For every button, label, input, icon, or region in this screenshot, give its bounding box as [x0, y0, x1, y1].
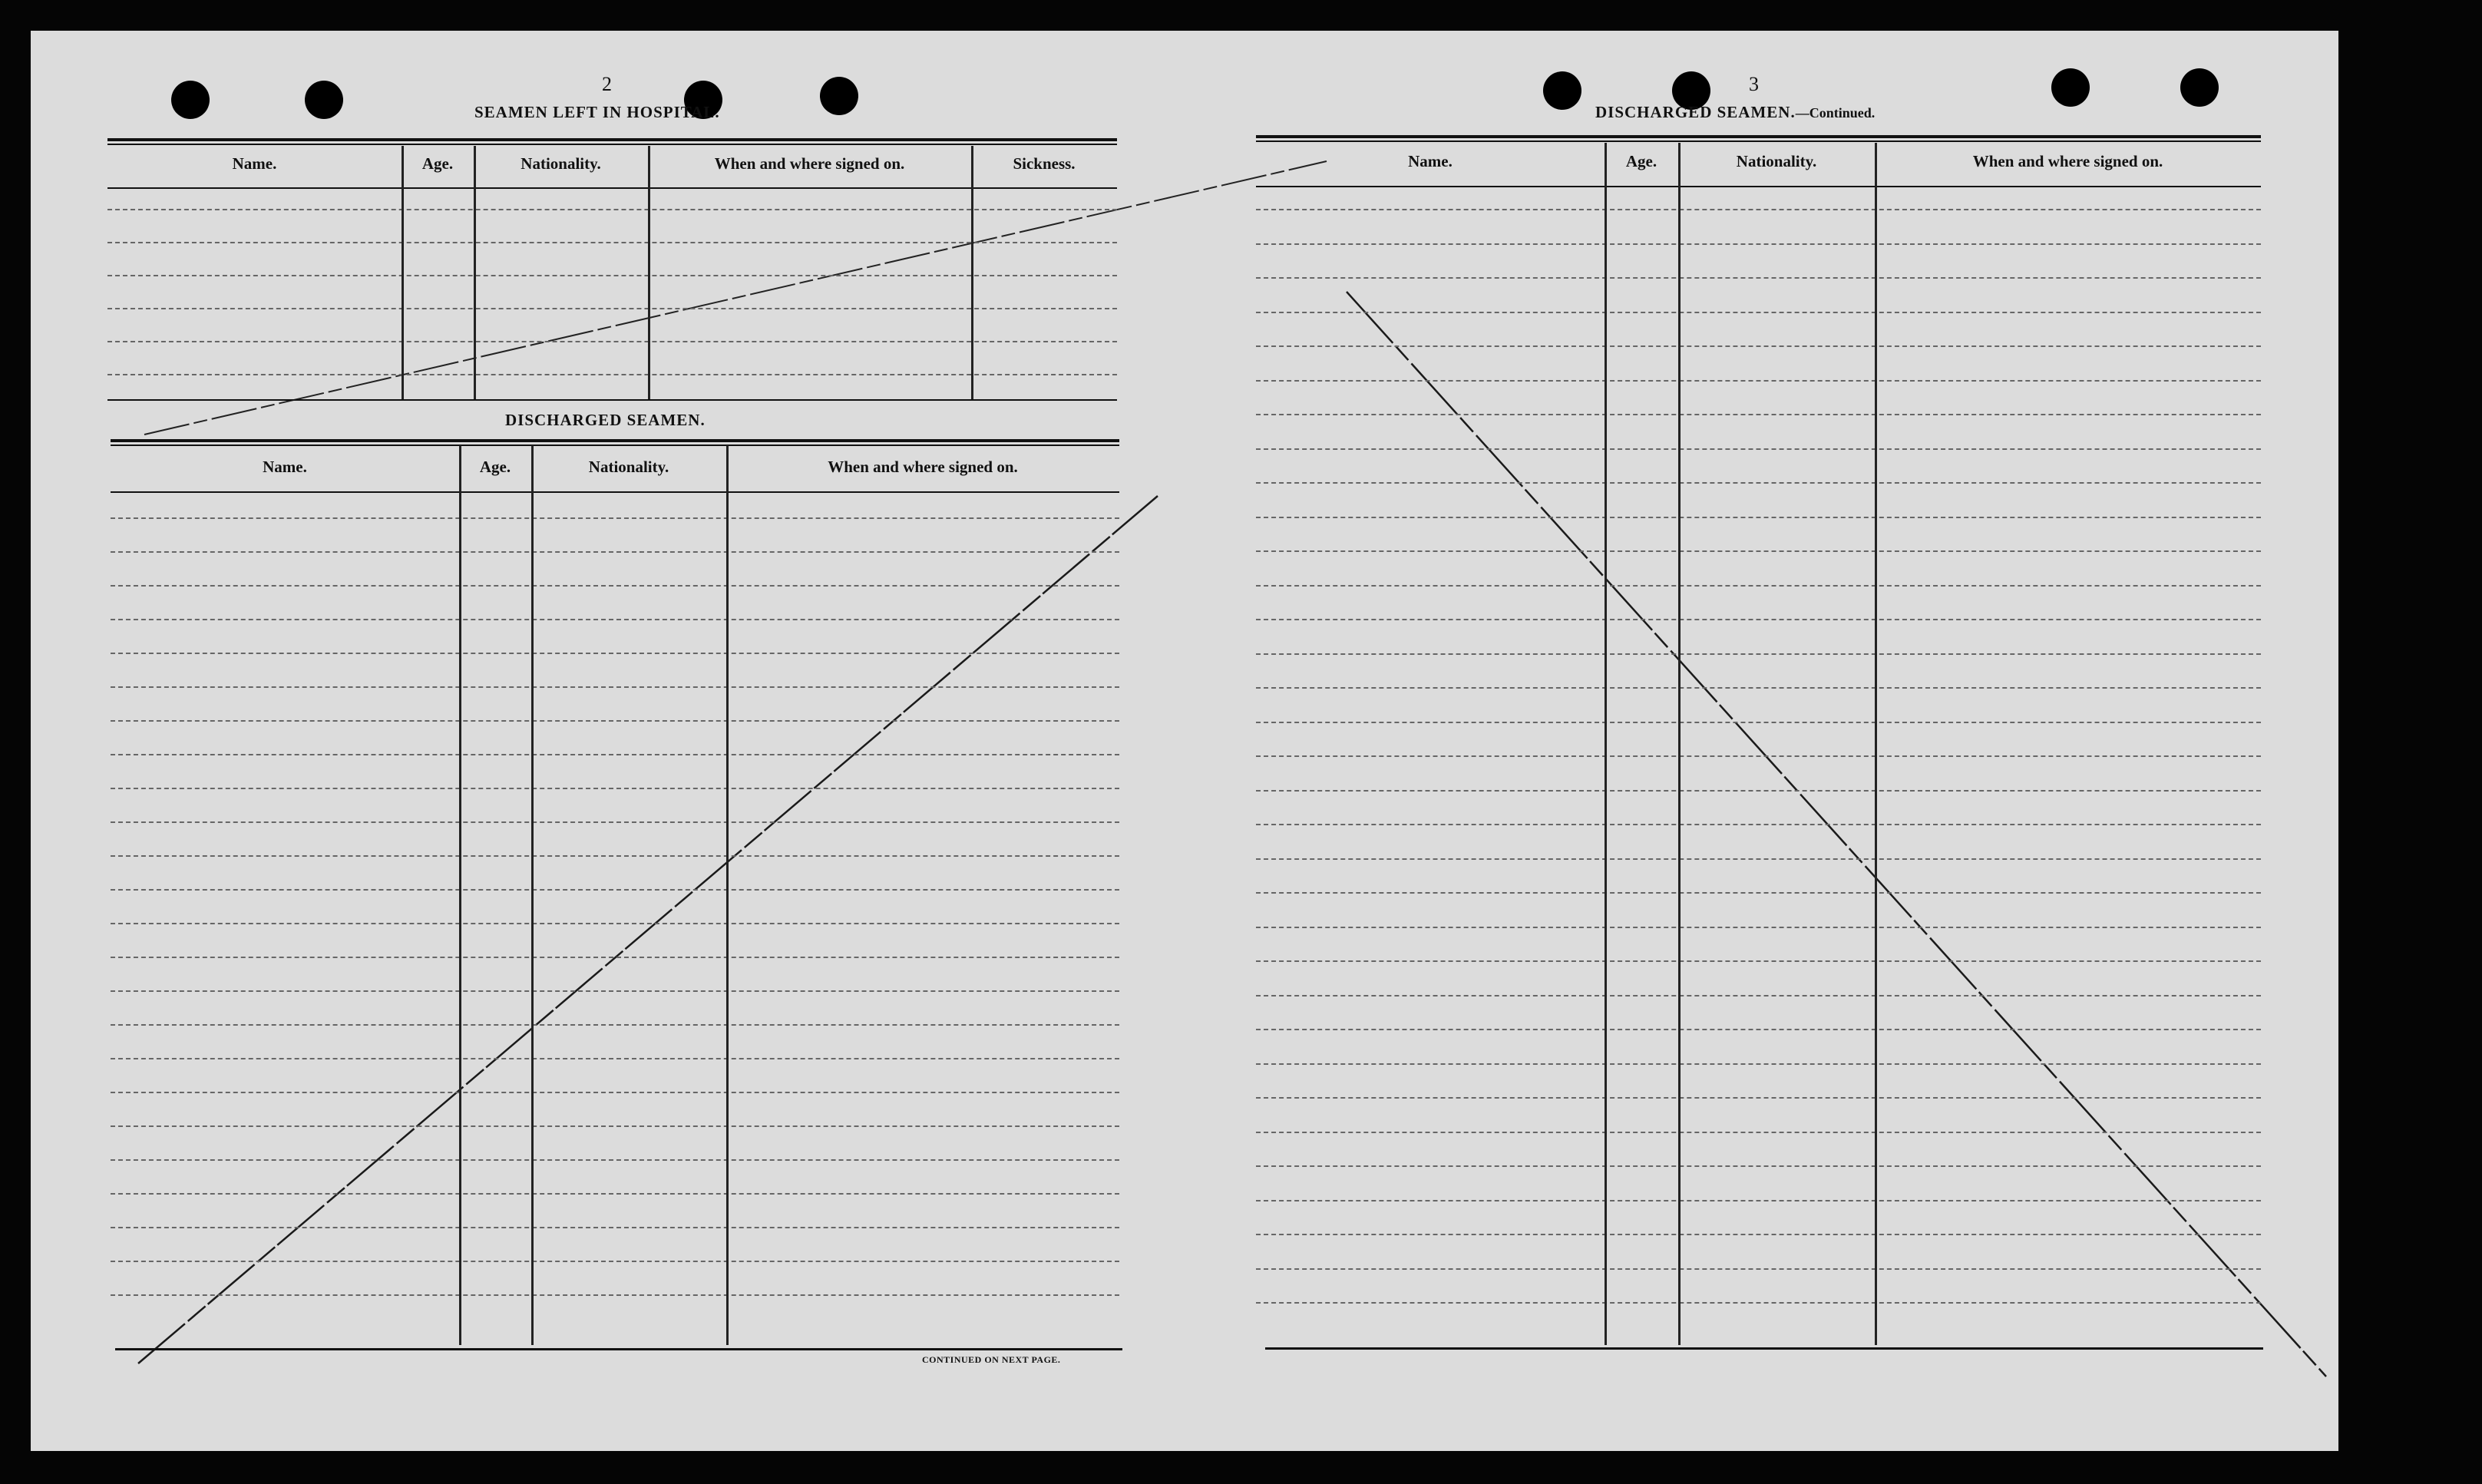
right-row-line [1256, 277, 2261, 279]
hospital-bottom-rule [107, 399, 1117, 401]
right-row-line [1256, 1165, 2261, 1167]
discharged-bottom-rule [115, 1348, 1122, 1350]
right-row-line [1256, 790, 2261, 792]
hospital-col-signed-on-header: When and where signed on. [714, 154, 905, 173]
right-row-line [1256, 345, 2261, 347]
discharged-row-line [111, 1159, 1119, 1161]
right-row-line [1256, 482, 2261, 484]
cancellation-stroke-hospital [144, 161, 1327, 435]
discharged-row-line [111, 788, 1119, 789]
hospital-row-line [107, 341, 1117, 342]
discharged-row-line [111, 1261, 1119, 1262]
hospital-row-line [107, 275, 1117, 276]
right-row-line [1256, 687, 2261, 689]
discharged-row-line [111, 754, 1119, 755]
hospital-col-name-header: Name. [232, 154, 277, 173]
discharged-row-line [111, 1193, 1119, 1195]
hospital-section-title: SEAMEN LEFT IN HOSPITAL. [474, 103, 720, 121]
discharged-col-signed-on-header: When and where signed on. [828, 458, 1018, 476]
hospital-row-line [107, 308, 1117, 309]
discharged-row-line [111, 889, 1119, 891]
hospital-col-divider [971, 146, 973, 399]
right-row-line [1256, 995, 2261, 996]
right-row-line [1256, 722, 2261, 723]
right-row-line [1256, 858, 2261, 860]
right-row-line [1256, 1302, 2261, 1304]
hospital-col-age-header: Age. [421, 154, 454, 173]
right-row-line [1256, 960, 2261, 962]
hospital-row-line [107, 374, 1117, 375]
right-top-rule [1256, 140, 2261, 142]
discharged-col-name-header: Name. [263, 458, 307, 476]
right-row-line [1256, 1132, 2261, 1133]
right-bottom-rule [1265, 1347, 2263, 1350]
discharged-top-rule [111, 439, 1119, 442]
discharged-col-nationality-header: Nationality. [588, 458, 669, 476]
right-row-line [1256, 927, 2261, 928]
right-row-line [1256, 1234, 2261, 1235]
discharged-top-rule [111, 445, 1119, 446]
discharged-section-title: DISCHARGED SEAMEN. [505, 411, 706, 429]
discharged-row-line [111, 1024, 1119, 1026]
discharged-col-divider [459, 445, 461, 1345]
right-row-line [1256, 1097, 2261, 1099]
right-row-line [1256, 619, 2261, 620]
discharged-row-line [111, 1125, 1119, 1127]
right-col-divider [1875, 143, 1877, 1345]
right-col-age-header: Age. [1625, 152, 1657, 170]
right-row-line [1256, 755, 2261, 757]
right-row-line [1256, 312, 2261, 313]
right-top-rule [1256, 135, 2261, 138]
discharged-col-divider [531, 445, 534, 1345]
right-row-line [1256, 243, 2261, 245]
discharged-row-line [111, 1294, 1119, 1296]
discharged-col-age-header: Age. [479, 458, 511, 476]
discharged-row-line [111, 990, 1119, 992]
right-row-line [1256, 550, 2261, 552]
right-row-line [1256, 448, 2261, 450]
discharged-row-line [111, 517, 1119, 519]
right-section-title-suffix: —Continued. [1795, 105, 1876, 121]
hospital-top-rule [107, 144, 1117, 145]
hospital-header-rule [107, 187, 1117, 189]
right-col-name-header: Name. [1408, 152, 1453, 170]
hospital-col-nationality-header: Nationality. [521, 154, 601, 173]
discharged-row-line [111, 720, 1119, 722]
discharged-row-line [111, 653, 1119, 654]
discharged-row-line [111, 619, 1119, 620]
discharged-row-line [111, 585, 1119, 587]
cancellation-stroke-right [1347, 292, 2326, 1377]
page-number-right: 3 [1749, 73, 1759, 95]
discharged-row-line [111, 551, 1119, 553]
discharged-row-line [111, 1227, 1119, 1228]
right-row-line [1256, 824, 2261, 825]
right-row-line [1256, 517, 2261, 518]
hospital-col-divider [648, 146, 650, 399]
right-col-signed-on-header: When and where signed on. [1972, 152, 2163, 170]
right-row-line [1256, 1063, 2261, 1065]
right-row-line [1256, 585, 2261, 587]
right-header-rule [1256, 186, 2261, 187]
right-row-line [1256, 1268, 2261, 1270]
continued-footer: CONTINUED ON NEXT PAGE. [922, 1354, 1061, 1365]
discharged-row-line [111, 821, 1119, 823]
discharged-row-line [111, 923, 1119, 924]
discharged-row-line [111, 957, 1119, 958]
hospital-row-line [107, 242, 1117, 243]
hospital-col-divider [474, 146, 476, 399]
discharged-row-line [111, 686, 1119, 688]
right-row-line [1256, 1200, 2261, 1201]
right-row-line [1256, 1029, 2261, 1030]
discharged-row-line [111, 1092, 1119, 1093]
hospital-col-sickness-header: Sickness. [1013, 154, 1076, 173]
right-row-line [1256, 653, 2261, 655]
discharged-col-divider [726, 445, 729, 1345]
right-row-line [1256, 892, 2261, 894]
hospital-col-divider [402, 146, 404, 399]
discharged-row-line [111, 1058, 1119, 1059]
hospital-row-line [107, 209, 1117, 210]
right-row-line [1256, 414, 2261, 415]
discharged-row-line [111, 855, 1119, 857]
page-number-left: 2 [602, 73, 612, 95]
hospital-top-rule [107, 138, 1117, 141]
right-col-divider [1605, 143, 1607, 1345]
right-col-divider [1678, 143, 1681, 1345]
cancellation-stroke-discharged-left [138, 496, 1158, 1363]
right-row-line [1256, 380, 2261, 382]
right-section-title-main: DISCHARGED SEAMEN. [1595, 103, 1796, 121]
right-col-nationality-header: Nationality. [1736, 152, 1817, 170]
discharged-header-rule [111, 491, 1119, 493]
right-row-line [1256, 209, 2261, 210]
